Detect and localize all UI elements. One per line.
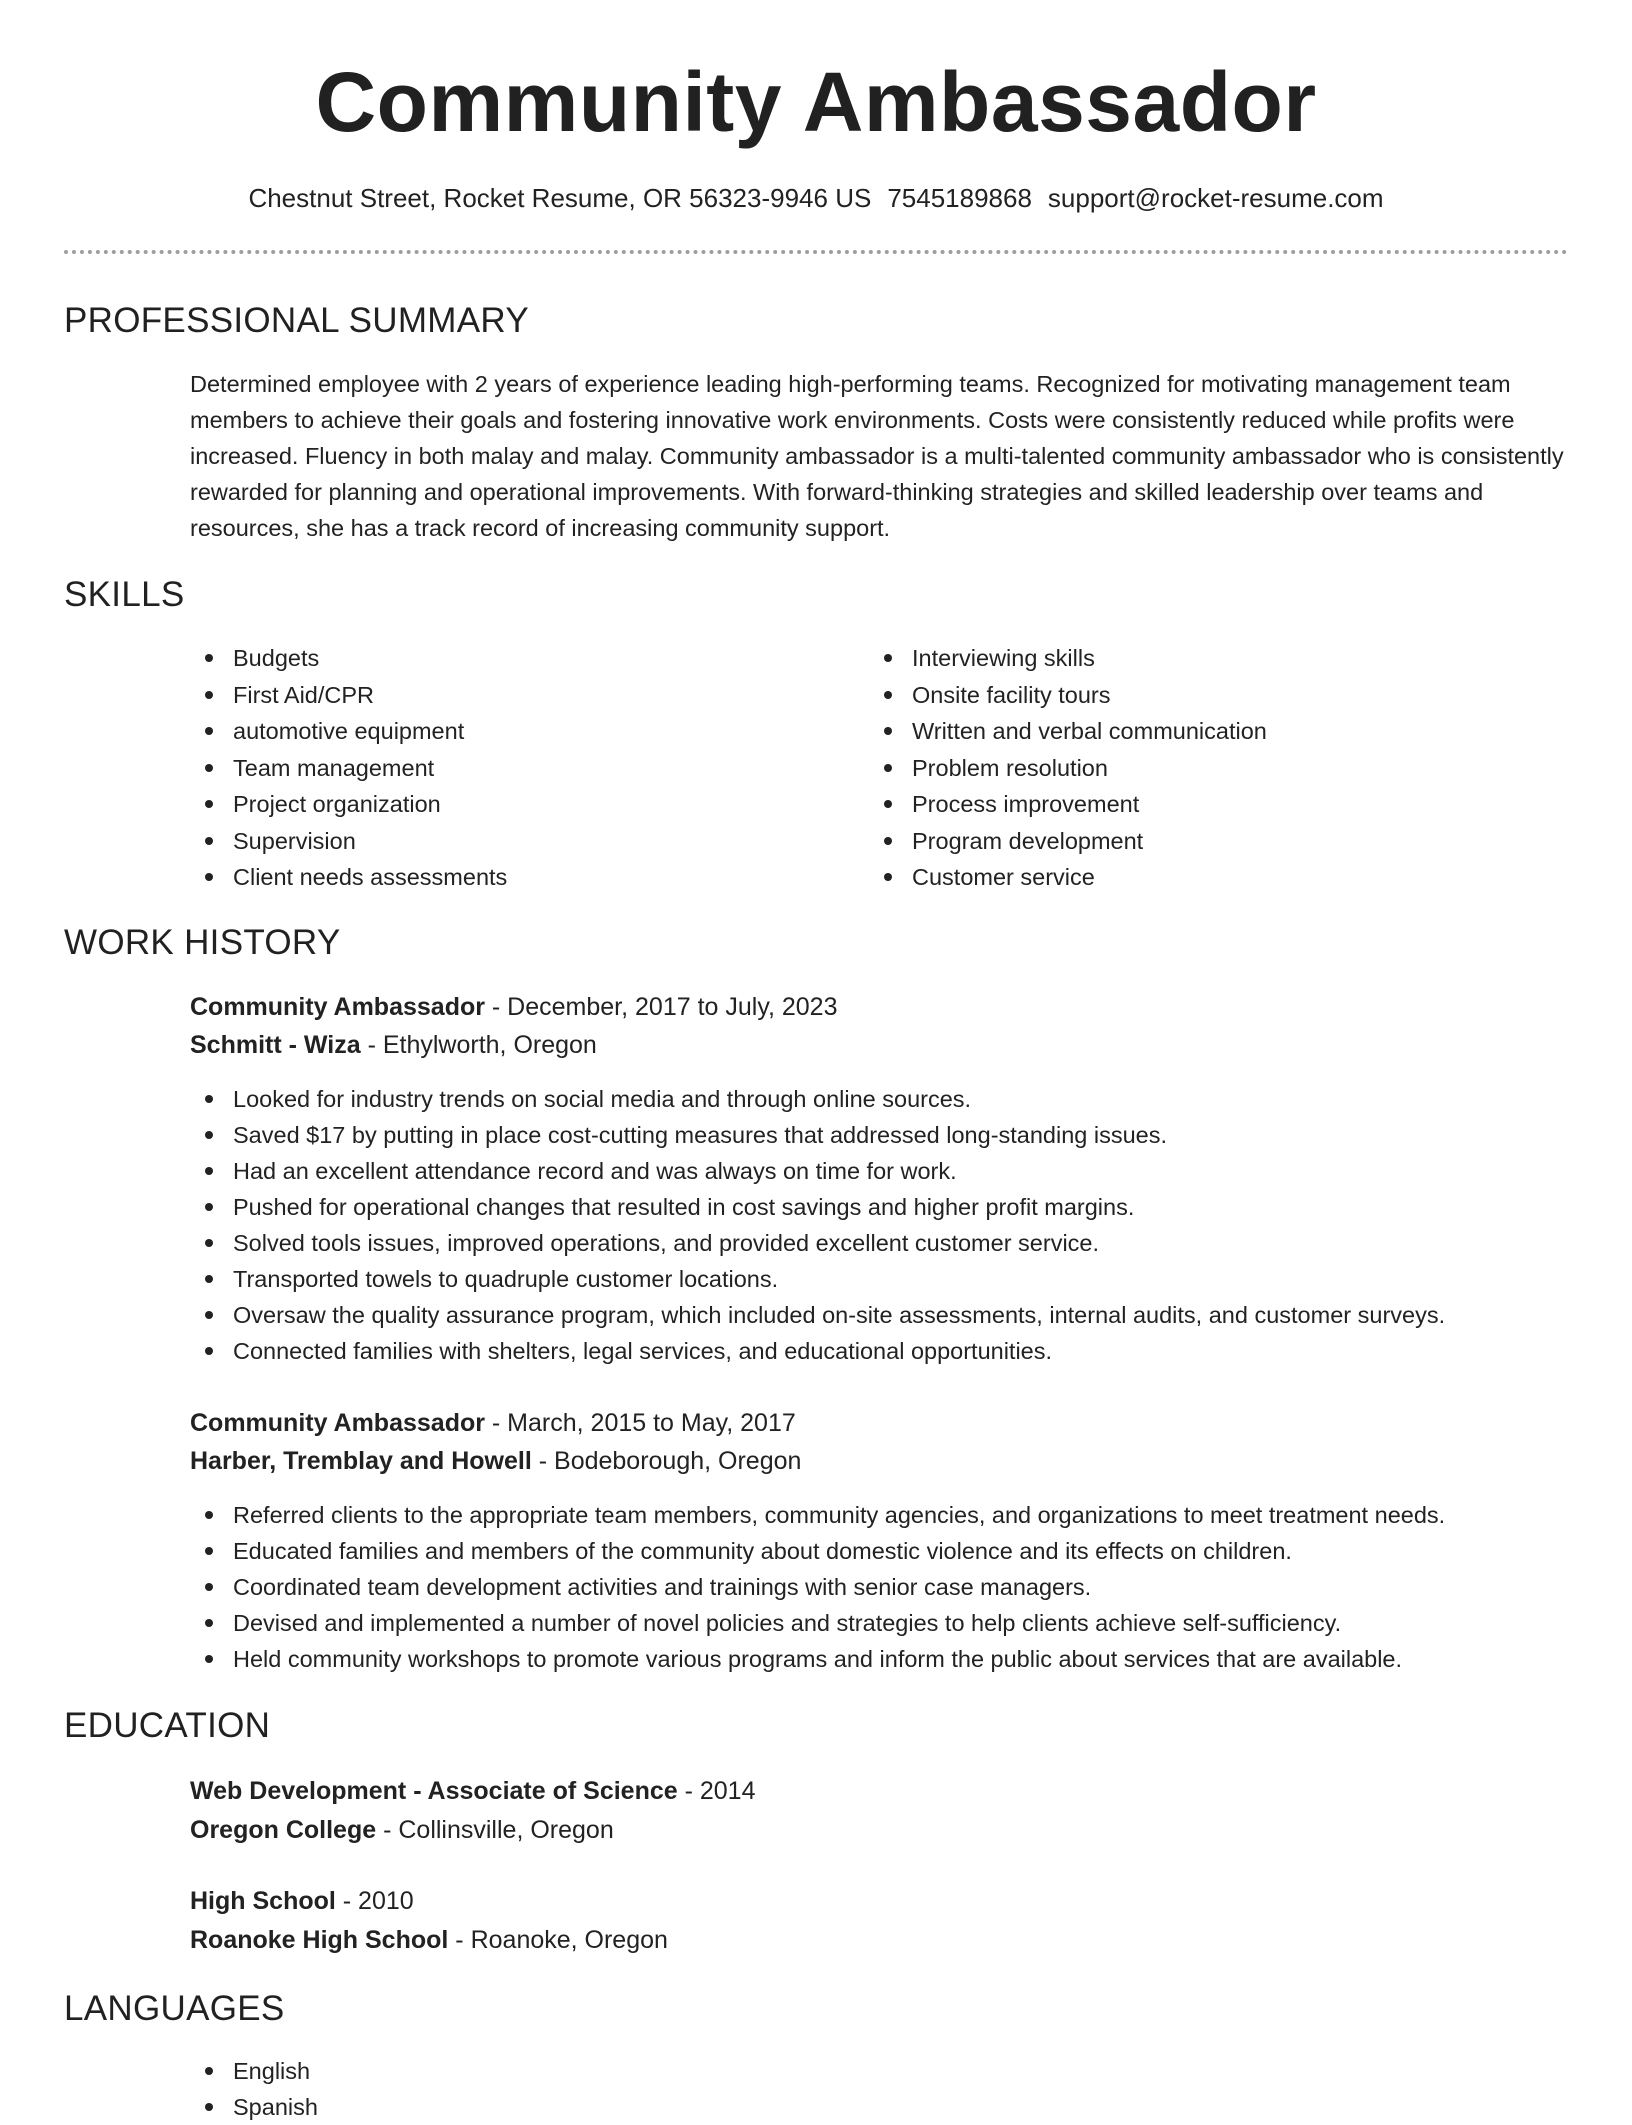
job-1-company-line bbox=[190, 1026, 597, 1064]
language-item: Spanish bbox=[190, 2089, 1590, 2125]
education-degree: High School bbox=[190, 1887, 336, 1915]
resume-name: Community Ambassador bbox=[315, 55, 1317, 149]
job-bullet: Oversaw the quality assurance program, which included on-site assessments, internal audits, and customer surveys. bbox=[190, 1297, 1590, 1333]
job-role: Community Ambassador bbox=[190, 993, 485, 1021]
contact-address: Chestnut Street, Rocket Resume, OR 56323-9946 US bbox=[248, 183, 872, 213]
education-school: Roanoke High School bbox=[190, 1926, 449, 1954]
job-bullet: Coordinated team development activities and trainings with senior case managers. bbox=[190, 1569, 1590, 1605]
skill-item: Problem resolution bbox=[869, 750, 1509, 787]
education-year: - 2014 bbox=[677, 1777, 756, 1805]
languages-list bbox=[190, 2053, 1590, 2125]
job-2-role-line bbox=[190, 1404, 796, 1442]
job-bullet: Devised and implemented a number of novel policies and strategies to help clients achieve self-sufficiency. bbox=[190, 1605, 1590, 1641]
skills-right-column bbox=[869, 640, 1509, 896]
contact-email: support@rocket-resume.com bbox=[1047, 183, 1384, 213]
skill-item: Onsite facility tours bbox=[869, 677, 1509, 714]
skill-item: Process improvement bbox=[869, 786, 1509, 823]
section-title-skills: SKILLS bbox=[64, 575, 185, 614]
education-location: - Roanoke, Oregon bbox=[448, 1926, 668, 1954]
section-title-education: EDUCATION bbox=[64, 1706, 271, 1745]
skill-item: Customer service bbox=[869, 859, 1509, 896]
section-title-summary: PROFESSIONAL SUMMARY bbox=[64, 301, 529, 340]
contact-line bbox=[0, 180, 1632, 216]
education-2-degree-line bbox=[190, 1882, 414, 1920]
skill-item: Supervision bbox=[190, 823, 830, 860]
education-degree: Web Development - Associate of Science bbox=[190, 1777, 678, 1805]
language-item: English bbox=[190, 2053, 1590, 2089]
job-bullet: Connected families with shelters, legal services, and educational opportunities. bbox=[190, 1333, 1590, 1369]
job-2-bullets bbox=[190, 1497, 1590, 1677]
education-year: - 2010 bbox=[335, 1887, 414, 1915]
summary-text: Determined employee with 2 years of experience leading high-performing teams. Recognized for motivating management team members to achieve their goals and fostering innovative work environments. Costs were consistently reduced while profits were increased. Fluency in both malay and malay. Community ambassador is a multi-talented community ambassador who is consistently rewarded for planning and operational improvements. With forward-thinking strategies and skilled leadership over teams and resources, she has a track record of increasing community support. bbox=[190, 371, 1564, 541]
skill-item: Program development bbox=[869, 823, 1509, 860]
job-location: - Ethylworth, Oregon bbox=[360, 1031, 597, 1059]
job-bullet: Transported towels to quadruple customer locations. bbox=[190, 1261, 1590, 1297]
section-title-work: WORK HISTORY bbox=[64, 923, 341, 962]
skill-item: Interviewing skills bbox=[869, 640, 1509, 677]
job-bullet: Looked for industry trends on social media and through online sources. bbox=[190, 1081, 1590, 1117]
header-divider bbox=[64, 250, 1568, 254]
skill-item: Team management bbox=[190, 750, 830, 787]
job-1-role-line bbox=[190, 988, 837, 1026]
job-bullet: Had an excellent attendance record and was always on time for work. bbox=[190, 1153, 1590, 1189]
job-company: Schmitt - Wiza bbox=[190, 1031, 361, 1059]
job-bullet: Saved $17 by putting in place cost-cutting measures that addressed long-standing issues. bbox=[190, 1117, 1590, 1153]
job-bullet: Pushed for operational changes that resulted in cost savings and higher profit margins. bbox=[190, 1189, 1590, 1225]
job-bullet: Held community workshops to promote various programs and inform the public about services that are available. bbox=[190, 1641, 1590, 1677]
skill-item: Project organization bbox=[190, 786, 830, 823]
job-bullet: Solved tools issues, improved operations, and provided excellent customer service. bbox=[190, 1225, 1590, 1261]
job-dates: - December, 2017 to July, 2023 bbox=[484, 993, 838, 1021]
skill-item: Written and verbal communication bbox=[869, 713, 1509, 750]
job-role: Community Ambassador bbox=[190, 1409, 485, 1437]
skills-left-column bbox=[190, 640, 830, 896]
education-1-school-line bbox=[190, 1811, 614, 1849]
skill-item: Budgets bbox=[190, 640, 830, 677]
skill-item: First Aid/CPR bbox=[190, 677, 830, 714]
education-1-degree-line bbox=[190, 1772, 756, 1810]
job-company: Harber, Tremblay and Howell bbox=[190, 1447, 532, 1475]
job-2-company-line bbox=[190, 1442, 801, 1480]
job-bullet: Educated families and members of the community about domestic violence and its effects on children. bbox=[190, 1533, 1590, 1569]
job-location: - Bodeborough, Oregon bbox=[531, 1447, 802, 1475]
job-dates: - March, 2015 to May, 2017 bbox=[484, 1409, 796, 1437]
job-1-bullets bbox=[190, 1081, 1590, 1369]
education-school: Oregon College bbox=[190, 1816, 377, 1844]
section-title-languages: LANGUAGES bbox=[64, 1989, 285, 2028]
skill-item: automotive equipment bbox=[190, 713, 830, 750]
skill-item: Client needs assessments bbox=[190, 859, 830, 896]
job-bullet: Referred clients to the appropriate team members, community agencies, and organizations to meet treatment needs. bbox=[190, 1497, 1590, 1533]
education-location: - Collinsville, Oregon bbox=[376, 1816, 614, 1844]
contact-phone: 7545189868 bbox=[887, 183, 1032, 213]
education-2-school-line bbox=[190, 1921, 668, 1959]
